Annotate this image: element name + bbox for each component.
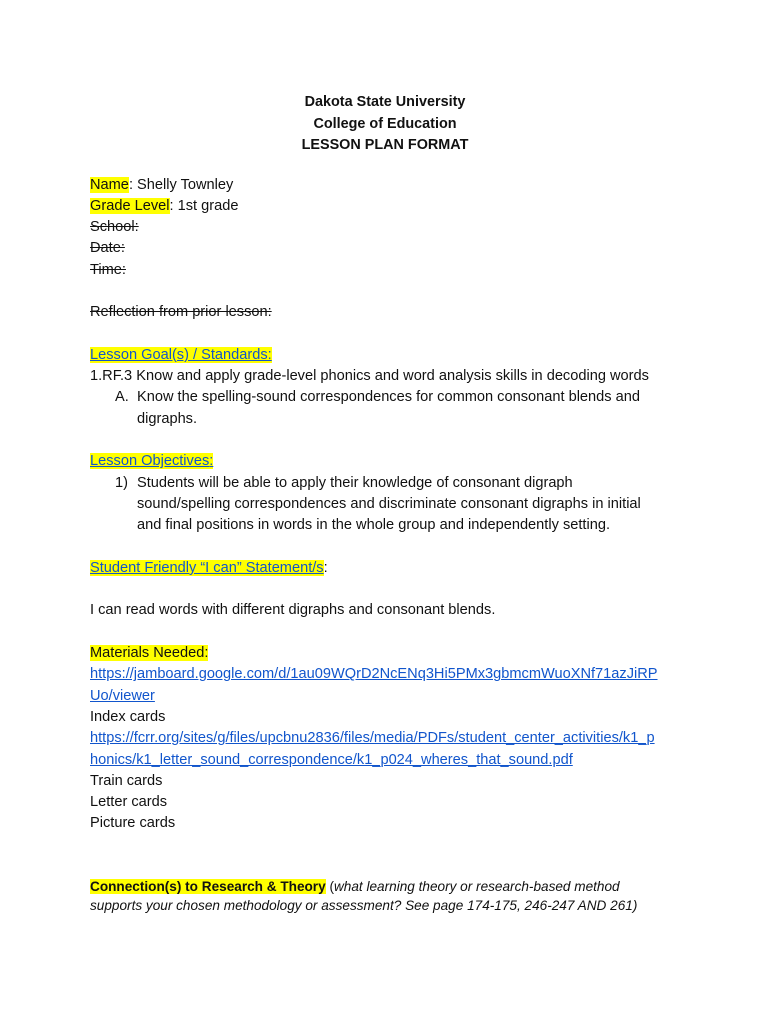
- objectives-item-marker: 1): [115, 474, 128, 491]
- jamboard-link[interactable]: [90, 664, 690, 707]
- connection-section: [90, 877, 690, 915]
- name-value: : Shelly Townley: [128, 176, 234, 193]
- goals-heading-row: [90, 345, 690, 366]
- ican-text: I can read words with different digraphs and consonant blends.: [90, 602, 496, 619]
- objectives-line1: Students will be able to apply their knowledge of consonant digraph: [137, 474, 573, 491]
- fcrr-link-line1[interactable]: https://fcrr.org/sites/g/files/upcbnu2836/files/media/PDFs/student_center_activities/k1_p: [90, 730, 655, 747]
- grade-field: [90, 196, 690, 217]
- ican-heading[interactable]: Student Friendly “I can” Statement/s: [90, 559, 324, 576]
- time-field: Time:: [90, 261, 126, 278]
- grade-value: : 1st grade: [169, 197, 239, 214]
- goals-heading[interactable]: Lesson Goal(s) / Standards:: [90, 346, 272, 363]
- materials-heading-row: [90, 643, 690, 664]
- college-title: College of Education: [313, 115, 457, 132]
- goals-item-line1: Know the spelling-sound correspondences for common consonant blends and: [137, 389, 640, 406]
- objectives-heading-row: [90, 451, 690, 472]
- fcrr-link[interactable]: [90, 728, 690, 771]
- goals-item-line2: digraphs.: [137, 410, 198, 427]
- material-letter-cards: Letter cards: [90, 794, 168, 811]
- goals-item-marker: A.: [115, 389, 129, 406]
- ican-heading-row: [90, 558, 690, 579]
- objectives-line2: sound/spelling correspondences and discriminate consonant digraphs in initial: [137, 495, 641, 512]
- objectives-heading-colon: :: [209, 453, 214, 470]
- ican-heading-colon: :: [323, 559, 328, 576]
- goals-standard: 1.RF.3 Know and apply grade-level phonics and word analysis skills in decoding words: [90, 368, 649, 385]
- name-field: [90, 175, 690, 196]
- material-index-cards: Index cards: [90, 708, 166, 725]
- university-title: Dakota State University: [304, 94, 466, 110]
- fcrr-link-line2[interactable]: honics/k1_letter_sound_correspondence/k1_p024_wheres_that_sound.pdf: [90, 751, 573, 768]
- reflection-field: Reflection from prior lesson:: [90, 304, 272, 321]
- goals-list-item: [90, 387, 690, 430]
- date-field: Date:: [90, 240, 125, 257]
- jamboard-link-line2[interactable]: Uo/viewer: [90, 687, 155, 704]
- format-title: LESSON PLAN FORMAT: [301, 137, 469, 153]
- document-header: [80, 92, 690, 157]
- connection-heading: Connection(s) to Research & Theory: [90, 878, 326, 894]
- goals-item-text: [137, 387, 690, 430]
- document-page: [90, 92, 690, 915]
- connection-question-line2: supports your chosen methodology or assessment? See page 174-175, 246-247 AND 261): [90, 897, 638, 913]
- connection-question-line1: what learning theory or research-based method: [333, 878, 620, 894]
- grade-label: Grade Level: [90, 197, 170, 214]
- jamboard-link-line1[interactable]: https://jamboard.google.com/d/1au09WQrD2NcENq3Hi5PMx3gbmcmWuoXNf71azJiRP: [90, 666, 658, 683]
- materials-heading: Materials Needed:: [90, 645, 209, 662]
- school-field: School:: [90, 219, 139, 236]
- objectives-heading[interactable]: Lesson Objectives: [90, 453, 210, 470]
- objectives-line3: and final positions in words in the whole group and independently setting.: [137, 517, 610, 534]
- material-picture-cards: Picture cards: [90, 815, 176, 832]
- objectives-list-item: [90, 473, 690, 537]
- material-train-cards: Train cards: [90, 772, 163, 789]
- connection-open-paren: (: [325, 878, 334, 894]
- objectives-item-text: [137, 473, 690, 537]
- name-label: Name: [90, 176, 129, 193]
